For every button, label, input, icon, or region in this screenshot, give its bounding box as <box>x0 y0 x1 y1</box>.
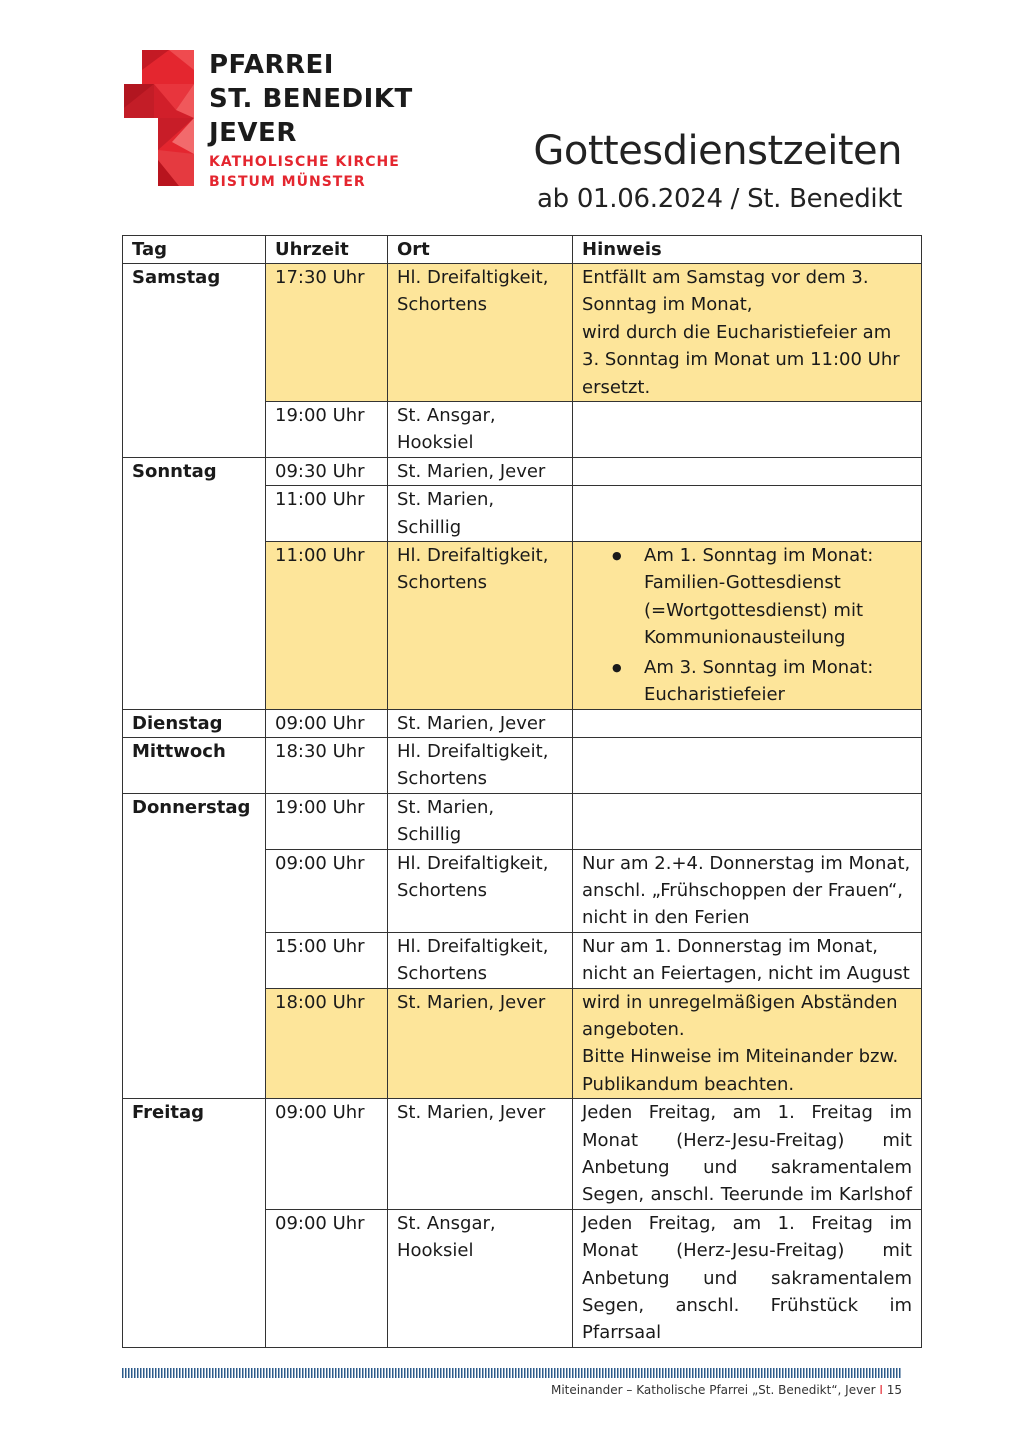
footer-publication: Miteinander – Katholische Pfarrei „St. Benedikt“, Jever <box>550 1383 876 1397</box>
header-uhrzeit: Uhrzeit <box>266 236 388 264</box>
place-cell: St. Ansgar, Hooksiel <box>388 1209 573 1347</box>
place-cell: St. Marien, Jever <box>388 457 573 485</box>
note-cell <box>573 709 922 737</box>
time-cell: 18:00 Uhr <box>266 988 388 1099</box>
logo-line-bistum: BISTUM MÜNSTER <box>209 174 366 190</box>
time-cell: 09:00 Uhr <box>266 1209 388 1347</box>
time-cell: 09:30 Uhr <box>266 457 388 485</box>
page-number: 15 <box>886 1383 902 1397</box>
logo-line-pfarrei: PFARREI <box>209 50 334 80</box>
day-donnerstag: Donnerstag <box>123 793 266 1098</box>
day-dienstag: Dienstag <box>123 709 266 737</box>
note-cell <box>573 486 922 542</box>
page-subtitle: ab 01.06.2024 / St. Benedikt <box>537 184 902 214</box>
table-row <box>123 737 922 793</box>
time-cell: 18:30 Uhr <box>266 737 388 793</box>
table-row <box>123 457 922 485</box>
footer <box>551 1383 902 1397</box>
place-cell: St. Marien, Jever <box>388 988 573 1099</box>
time-cell: 09:00 Uhr <box>266 709 388 737</box>
place-cell: St. Marien, Jever <box>388 709 573 737</box>
place-cell: Hl. Dreifaltigkeit, Schortens <box>388 932 573 988</box>
header-ort: Ort <box>388 236 573 264</box>
footer-separator: I <box>879 1383 883 1397</box>
time-cell: 19:00 Uhr <box>266 793 388 849</box>
note-cell <box>573 542 922 709</box>
list-item: ● Am 1. Sonntag im Monat: Familien-Gottesdienst (=Wortgottesdienst) mit Kommunionausteilung <box>644 542 912 652</box>
note-cell: Entfällt am Samstag vor dem 3. Sonntag im Monat, wird durch die Eucharistiefeier am 3. Sonntag im Monat um 11:00 Uhr ersetzt. <box>573 264 922 402</box>
place-cell: Hl. Dreifaltigkeit, Schortens <box>388 737 573 793</box>
logo-line-jever: JEVER <box>209 118 297 148</box>
parish-logo <box>124 50 424 190</box>
place-cell: Hl. Dreifaltigkeit, Schortens <box>388 849 573 932</box>
place-cell: St. Ansgar, Hooksiel <box>388 402 573 458</box>
note-cell <box>573 737 922 793</box>
logo-line-katholische-kirche: KATHOLISCHE KIRCHE <box>209 154 400 170</box>
header-tag: Tag <box>123 236 266 264</box>
table-row <box>123 793 922 849</box>
time-cell: 11:00 Uhr <box>266 486 388 542</box>
day-freitag: Freitag <box>123 1099 266 1348</box>
table-row <box>123 709 922 737</box>
day-sonntag: Sonntag <box>123 457 266 709</box>
time-cell: 19:00 Uhr <box>266 402 388 458</box>
service-schedule-table <box>122 235 922 1348</box>
footer-divider-bar <box>122 1368 902 1378</box>
place-cell: St. Marien, Jever <box>388 1099 573 1210</box>
note-cell: Nur am 2.+4. Donnerstag im Monat, anschl. „Frühschoppen der Frauen“, nicht in den Ferien <box>573 849 922 932</box>
page-title: Gottesdienstzeiten <box>533 128 902 174</box>
time-cell: 11:00 Uhr <box>266 542 388 709</box>
table-header-row <box>123 236 922 264</box>
note-cell <box>573 402 922 458</box>
day-samstag: Samstag <box>123 264 266 458</box>
table-row <box>123 1099 922 1210</box>
header-hinweis: Hinweis <box>573 236 922 264</box>
note-cell: Jeden Freitag, am 1. Freitag im Monat (Herz-Jesu-Freitag) mit Anbetung und sakramentalem Segen, anschl. Teerunde im Karlshof <box>573 1099 922 1210</box>
time-cell: 09:00 Uhr <box>266 1099 388 1210</box>
time-cell: 17:30 Uhr <box>266 264 388 402</box>
note-cell <box>573 457 922 485</box>
place-cell: Hl. Dreifaltigkeit, Schortens <box>388 542 573 709</box>
note-cell: Nur am 1. Donnerstag im Monat, nicht an Feiertagen, nicht im August <box>573 932 922 988</box>
note-bullet-list <box>582 542 912 708</box>
note-cell <box>573 793 922 849</box>
day-mittwoch: Mittwoch <box>123 737 266 793</box>
list-item: ● Am 3. Sonntag im Monat: Eucharistiefeier <box>644 654 912 709</box>
table-row <box>123 264 922 402</box>
red-cross-icon <box>124 50 194 186</box>
place-cell: St. Marien, Schillig <box>388 793 573 849</box>
note-cell: Jeden Freitag, am 1. Freitag im Monat (Herz-Jesu-Freitag) mit Anbetung und sakramentalem Segen, anschl. Frühstück im Pfarrsaal <box>573 1209 922 1347</box>
note-cell: wird in unregelmäßigen Abständen angeboten. Bitte Hinweise im Miteinander bzw. Publikandum beachten. <box>573 988 922 1099</box>
logo-line-st-benedikt: ST. BENEDIKT <box>209 84 413 114</box>
time-cell: 15:00 Uhr <box>266 932 388 988</box>
place-cell: Hl. Dreifaltigkeit, Schortens <box>388 264 573 402</box>
time-cell: 09:00 Uhr <box>266 849 388 932</box>
place-cell: St. Marien, Schillig <box>388 486 573 542</box>
